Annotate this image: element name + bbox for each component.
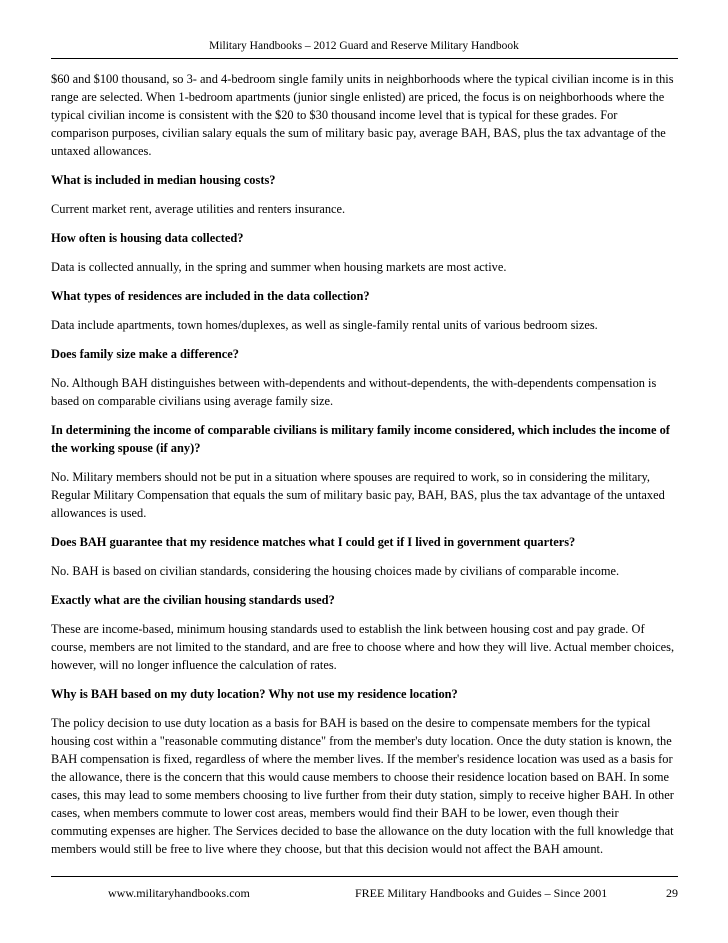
header-divider [51, 58, 678, 59]
question: In determining the income of comparable civilians is military family income considered, which includes the income of the working spouse (if any)? [51, 423, 670, 455]
answer: Data is collected annually, in the spring and summer when housing markets are most active. [51, 260, 507, 274]
question: What is included in median housing costs? [51, 173, 276, 187]
page-body [51, 70, 678, 869]
question: Exactly what are the civilian housing standards used? [51, 593, 335, 607]
question: What types of residences are included in the data collection? [51, 289, 370, 303]
footer-tagline: FREE Military Handbooks and Guides – Since 2001 [355, 886, 608, 900]
page-number: 29 [666, 886, 678, 900]
answer: No. Although BAH distinguishes between with-dependents and without-dependents, the with-dependents compensation is based on comparable civilians using average family size. [51, 376, 657, 408]
footer-url: www.militaryhandbooks.com [108, 886, 250, 900]
question: How often is housing data collected? [51, 231, 244, 245]
question: Why is BAH based on my duty location? Why not use my residence location? [51, 687, 458, 701]
answer: No. Military members should not be put in a situation where spouses are required to work, so in considering the military, Regular Military Compensation that equals the sum of military basic pay, BAH, BAS, plus the tax advantage of the untaxed allowances is used. [51, 470, 665, 520]
footer-divider [51, 876, 678, 877]
intro-paragraph: $60 and $100 thousand, so 3- and 4-bedroom single family units in neighborhoods where the typical civilian income is in this range are selected. When 1-bedroom apartments (junior single enlisted) are priced, the focus is on neighborhoods where the typical civilian income is consistent with the $20 to $30 thousand income level that is typical for these grades. For comparison purposes, civilian salary equals the sum of military basic pay, average BAH, BAS, plus the tax advantage of the untaxed allowances. [51, 72, 674, 158]
answer: The policy decision to use duty location as a basis for BAH is based on the desire to compensate members for the typical housing cost within a "reasonable commuting distance" from the member's duty location. Once the duty station is known, the BAH compensation is fixed, regardless of where the member lives. If the member's residence location was used as a basis for the allowance, there is the concern that this would cause members to choose their residence location based on BAH. In some cases, this may lead to some members choosing to live further from their duty station, simply to receive higher BAH. In other cases, when members commute to lower cost areas, members would find their BAH to be lower, even though their commuting expenses are higher. The Services decided to base the allowance on the duty location with the full knowledge that members would still be free to live where they choose, but that this decision would not affect the BAH amount. [51, 716, 674, 856]
question: Does BAH guarantee that my residence matches what I could get if I lived in government quarters? [51, 535, 576, 549]
page-footer [0, 886, 728, 904]
answer: Data include apartments, town homes/duplexes, as well as single-family rental units of various bedroom sizes. [51, 318, 598, 332]
header-title: Military Handbooks – 2012 Guard and Reserve Military Handbook [209, 40, 519, 52]
question: Does family size make a difference? [51, 347, 239, 361]
answer: These are income-based, minimum housing standards used to establish the link between housing cost and pay grade. Of course, members are not limited to the standard, and are free to choose where and how they will live. Actual member choices, however, will no longer influence the calculation of rates. [51, 622, 675, 672]
answer: Current market rent, average utilities and renters insurance. [51, 202, 346, 216]
answer: No. BAH is based on civilian standards, considering the housing choices made by civilians of comparable income. [51, 564, 620, 578]
page-header [0, 40, 728, 52]
